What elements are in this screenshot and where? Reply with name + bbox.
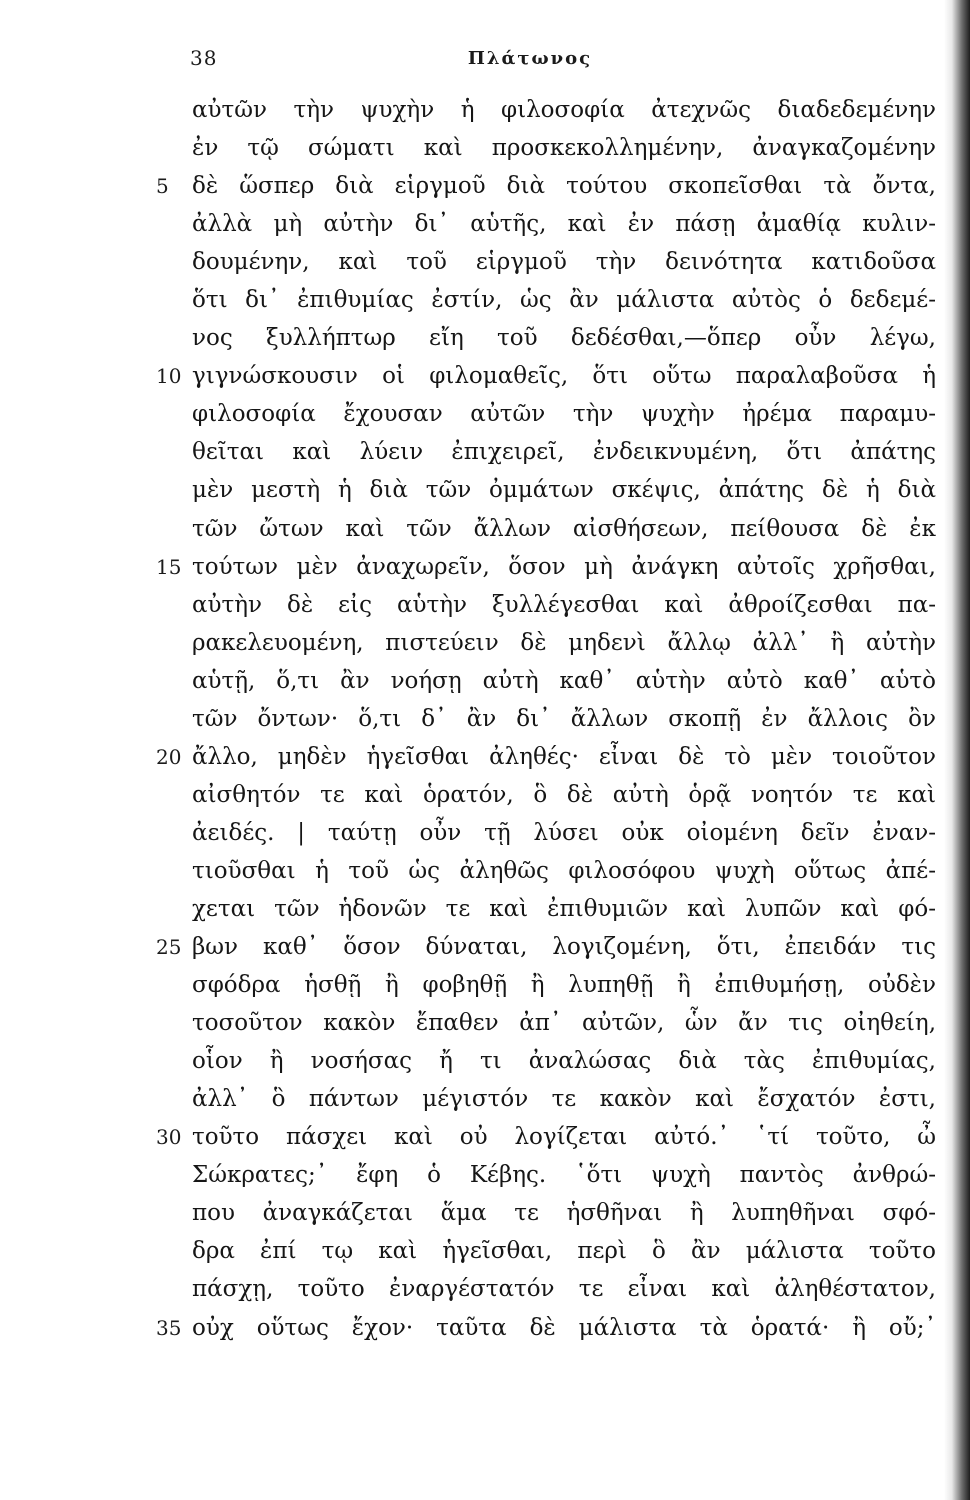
text-line xyxy=(0,738,970,776)
text-line xyxy=(0,167,970,205)
line-text: Σώκρατες;᾽ ἔφη ὁ Κέβης. ῾ὅτι ψυχὴ παντὸς ἀνθρώ- xyxy=(192,1162,936,1189)
line-text: τούτων μὲν ἀναχωρεῖν, ὅσον μὴ ἀνάγκη αὐτοῖς χρῆσθαι, xyxy=(192,553,936,580)
line-text: τῶν ὤτων καὶ τῶν ἄλλων αἰσθήσεων, πείθουσα δὲ ἐκ xyxy=(192,515,936,542)
text-line xyxy=(0,662,970,700)
text-line xyxy=(0,928,970,966)
text-line xyxy=(0,357,970,395)
text-line xyxy=(0,319,970,357)
text-line xyxy=(0,890,970,928)
line-text: τῶν ὄντων· ὅ,τι δ᾽ ἂν δι᾽ ἄλλων σκοπῇ ἐν ἄλλοις ὂν xyxy=(192,705,936,732)
line-text: ἀειδές. | ταύτῃ οὖν τῇ λύσει οὐκ οἰομένη δεῖν ἐναν- xyxy=(192,819,936,846)
line-text: βων καθ᾽ ὅσον δύναται, λογιζομένη, ὅτι, ἐπειδάν τις xyxy=(192,934,936,961)
text-line xyxy=(0,129,970,167)
line-text: αὐτῶν τὴν ψυχὴν ἡ φιλοσοφία ἀτεχνῶς διαδεδεμένην xyxy=(192,97,936,123)
line-text: ὅτι δι᾽ ἐπιθυμίας ἐστίν, ὡς ἂν μάλιστα αὐτὸς ὁ δεδεμέ- xyxy=(192,287,936,314)
text-line xyxy=(0,510,970,548)
line-number: 25 xyxy=(156,935,182,960)
text-line xyxy=(0,624,970,662)
text-line xyxy=(0,1270,970,1308)
text-line xyxy=(0,776,970,814)
line-text: ἐν τῷ σώματι καὶ προσκεκολλημένην, ἀναγκαζομένην xyxy=(192,135,936,162)
line-text: ἄλλο, μηδὲν ἡγεῖσθαι ἀληθές· εἶναι δὲ τὸ μὲν τοιοῦτον xyxy=(192,743,936,770)
line-text: γιγνώσκουσιν οἱ φιλομαθεῖς, ὅτι οὕτω παραλαβοῦσα ἡ xyxy=(192,363,936,390)
text-line xyxy=(0,1194,970,1232)
line-text: φιλοσοφία ἔχουσαν αὐτῶν τὴν ψυχὴν ἠρέμα παραμυ- xyxy=(192,401,936,428)
line-text: οὐχ οὕτως ἔχον· ταῦτα δὲ μάλιστα τὰ ὁρατά· ἢ οὔ;᾽ xyxy=(192,1314,936,1341)
text-line xyxy=(0,1042,970,1080)
text-line xyxy=(0,1080,970,1118)
line-text: νος ξυλλήπτωρ εἴη τοῦ δεδέσθαι,—ὅπερ οὖν λέγω, xyxy=(192,325,936,352)
line-number: 15 xyxy=(156,554,182,579)
text-line xyxy=(0,852,970,890)
text-line xyxy=(0,1232,970,1270)
line-text: ἀλλ᾽ ὃ πάντων μέγιστόν τε κακὸν καὶ ἔσχατόν ἐστι, xyxy=(192,1086,936,1113)
text-line xyxy=(0,281,970,319)
line-text: θεῖται καὶ λύειν ἐπιχειρεῖ, ἐνδεικνυμένη, ὅτι ἀπάτης xyxy=(192,439,936,466)
text-line xyxy=(0,395,970,433)
line-text: πάσχῃ, τοῦτο ἐναργέστατόν τε εἶναι καὶ ἀληθέστατον, xyxy=(192,1276,936,1303)
line-text: δουμένην, καὶ τοῦ εἱργμοῦ τὴν δεινότητα κατιδοῦσα xyxy=(192,249,936,276)
text-line xyxy=(0,91,970,129)
line-text: χεται τῶν ἡδονῶν τε καὶ ἐπιθυμιῶν καὶ λυπῶν καὶ φό- xyxy=(192,895,936,922)
text-line xyxy=(0,433,970,471)
text-line xyxy=(0,1309,970,1347)
line-text: αὑτῇ, ὅ,τι ἂν νοήσῃ αὐτὴ καθ᾽ αὑτὴν αὐτὸ καθ᾽ αὑτὸ xyxy=(192,667,936,694)
text-line xyxy=(0,1156,970,1194)
line-text: τιοῦσθαι ἡ τοῦ ὡς ἀληθῶς φιλοσόφου ψυχὴ οὕτως ἀπέ- xyxy=(192,857,936,884)
scan-edge xyxy=(944,0,970,1500)
text-line xyxy=(0,700,970,738)
text-line xyxy=(0,471,970,509)
line-text: τοῦτο πάσχει καὶ οὐ λογίζεται αὐτό.᾽ ῾τί τοῦτο, ὦ xyxy=(192,1124,936,1151)
line-text: αὐτὴν δὲ εἰς αὑτὴν ξυλλέγεσθαι καὶ ἀθροίζεσθαι πα- xyxy=(192,591,936,618)
running-head: Πλάτωνος xyxy=(467,48,593,69)
text-line xyxy=(0,243,970,281)
line-number: 30 xyxy=(156,1125,182,1150)
text-line xyxy=(0,1004,970,1042)
line-text: δρα ἐπί τῳ καὶ ἡγεῖσθαι, περὶ ὃ ἂν μάλιστα τοῦτο xyxy=(192,1238,936,1265)
line-number: 20 xyxy=(156,744,182,769)
text-line xyxy=(0,548,970,586)
line-text: τοσοῦτον κακὸν ἔπαθεν ἀπ᾽ αὐτῶν, ὧν ἄν τις οἰηθείη, xyxy=(192,1010,936,1037)
line-text: δὲ ὥσπερ διὰ εἱργμοῦ διὰ τούτου σκοπεῖσθαι τὰ ὄντα, xyxy=(192,173,936,200)
line-number: 35 xyxy=(156,1315,182,1340)
text-line xyxy=(0,814,970,852)
line-text: σφόδρα ἡσθῇ ἢ φοβηθῇ ἢ λυπηθῇ ἢ ἐπιθυμήσῃ, οὐδὲν xyxy=(192,972,936,999)
line-text: οἷον ἢ νοσήσας ἤ τι ἀναλώσας διὰ τὰς ἐπιθυμίας, xyxy=(192,1048,936,1075)
line-number: 10 xyxy=(156,364,182,389)
line-text: αἰσθητόν τε καὶ ὁρατόν, ὃ δὲ αὐτὴ ὁρᾷ νοητόν τε καὶ xyxy=(192,781,936,808)
text-line xyxy=(0,966,970,1004)
text-line xyxy=(0,205,970,243)
line-number: 5 xyxy=(156,174,169,199)
line-text: ἀλλὰ μὴ αὐτὴν δι᾽ αὑτῆς, καὶ ἐν πάσῃ ἀμαθίᾳ κυλιν- xyxy=(192,211,936,238)
line-text: μὲν μεστὴ ἡ διὰ τῶν ὀμμάτων σκέψις, ἀπάτης δὲ ἡ διὰ xyxy=(192,477,936,504)
text-body xyxy=(0,91,970,1347)
text-line xyxy=(0,1118,970,1156)
line-text: που ἀναγκάζεται ἅμα τε ἡσθῆναι ἢ λυπηθῆναι σφό- xyxy=(192,1200,936,1227)
page-number: 38 xyxy=(190,46,218,70)
text-line xyxy=(0,586,970,624)
line-text: ρακελευομένη, πιστεύειν δὲ μηδενὶ ἄλλῳ ἀλλ᾽ ἢ αὐτὴν xyxy=(192,629,936,656)
